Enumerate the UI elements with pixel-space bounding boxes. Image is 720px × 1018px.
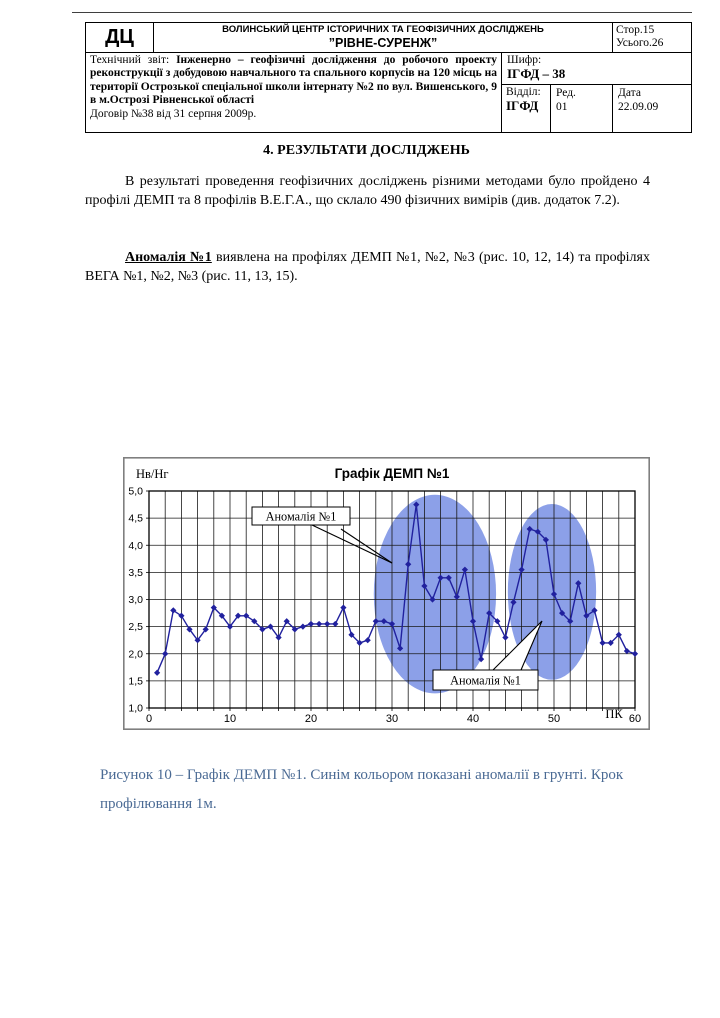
svg-text:10: 10 bbox=[223, 713, 237, 725]
svg-text:3,5: 3,5 bbox=[128, 566, 143, 579]
date-cell bbox=[613, 85, 692, 132]
section-heading: 4. РЕЗУЛЬТАТИ ДОСЛІДЖЕНЬ bbox=[263, 143, 470, 158]
cipher-label: Шифр: bbox=[507, 54, 542, 66]
svg-text:4,5: 4,5 bbox=[128, 512, 143, 525]
page-counter-cell bbox=[613, 23, 691, 52]
svg-text:60: 60 bbox=[628, 713, 642, 725]
svg-text:Нв/Нг: Нв/Нг bbox=[136, 467, 169, 481]
anomaly-term: Аномалія №1 bbox=[125, 250, 212, 265]
svg-text:2,5: 2,5 bbox=[128, 621, 143, 634]
revision-cell bbox=[551, 85, 612, 132]
demp-chart-svg bbox=[123, 457, 650, 730]
org-title-cell bbox=[154, 24, 612, 52]
svg-text:40: 40 bbox=[466, 713, 480, 725]
cipher-cell bbox=[502, 53, 692, 84]
paragraph: В результаті проведення геофізичних досліджень різними методами було пройдено 4 профілі ДЕМП та 8 профілів В.Е.Г.А., що склало 490 фізичних вимірів (див. додаток 7.2). bbox=[85, 174, 650, 208]
report-title-text: Інженерно – геофізичні дослідження до робочого проекту реконструкції з добудовою навчального та спального корпусів на 120 місць на території Острозької спеціальної школи інтернату №2 по вул. Вишенського, 9 в м.Острозі Рівненської області bbox=[90, 54, 497, 107]
revision-label: Ред. bbox=[556, 87, 576, 99]
svg-text:Аномалія №1: Аномалія №1 bbox=[265, 509, 337, 524]
svg-text:Аномалія №1: Аномалія №1 bbox=[450, 673, 521, 688]
svg-text:4,0: 4,0 bbox=[128, 539, 143, 552]
date-value: 22.09.09 bbox=[618, 101, 659, 113]
paragraph-text: виявлена на профілях ДЕМП №1, №2, №3 (рис. 10, 12, 14) та профілях ВЕГА №1, №2, №3 (рис. 11, 13, 15). bbox=[85, 250, 650, 284]
svg-text:1,0: 1,0 bbox=[128, 702, 143, 715]
revision-value: 01 bbox=[556, 101, 568, 113]
svg-text:0: 0 bbox=[145, 713, 153, 725]
report-prefix: Технічний звіт: bbox=[90, 54, 177, 66]
department-label: Відділ: bbox=[506, 86, 541, 98]
report-title bbox=[90, 54, 497, 108]
header-table bbox=[85, 22, 692, 133]
contract-line: Договір №38 від 31 серпня 2009р. bbox=[90, 107, 257, 120]
date-label: Дата bbox=[618, 87, 641, 99]
org-brand: ”РІВНЕ-СУРЕНЖ” bbox=[328, 36, 438, 50]
org-logo: ДЦ bbox=[105, 26, 134, 48]
header-rule bbox=[72, 12, 692, 13]
department-value: ІГФД bbox=[506, 98, 539, 113]
svg-text:20: 20 bbox=[304, 713, 318, 725]
page-total: Усього.26 bbox=[616, 37, 664, 49]
page-number: Стор.15 bbox=[616, 24, 655, 36]
svg-text:30: 30 bbox=[385, 713, 399, 725]
svg-text:Графік ДЕМП №1: Графік ДЕМП №1 bbox=[334, 466, 450, 481]
demp-chart bbox=[123, 457, 650, 730]
paragraph bbox=[85, 248, 650, 286]
cipher-value: ІГФД – 38 bbox=[507, 66, 566, 81]
department-cell bbox=[502, 85, 550, 132]
svg-text:ПК: ПК bbox=[605, 707, 623, 721]
svg-text:5,0: 5,0 bbox=[128, 485, 143, 498]
svg-text:1,5: 1,5 bbox=[128, 675, 143, 688]
figure-caption: Рисунок 10 – Графік ДЕМП №1. Синім кольором показані аномалії в грунті. Крок профілювання 1м. bbox=[100, 767, 624, 812]
svg-text:50: 50 bbox=[547, 713, 561, 725]
report-title-cell bbox=[86, 53, 501, 132]
svg-text:3,0: 3,0 bbox=[128, 594, 143, 606]
org-name: ВОЛИНСЬКИЙ ЦЕНТР ІСТОРИЧНИХ ТА ГЕОФІЗИЧНИХ ДОСЛІДЖЕНЬ bbox=[222, 24, 544, 35]
svg-text:2,0: 2,0 bbox=[128, 648, 143, 661]
